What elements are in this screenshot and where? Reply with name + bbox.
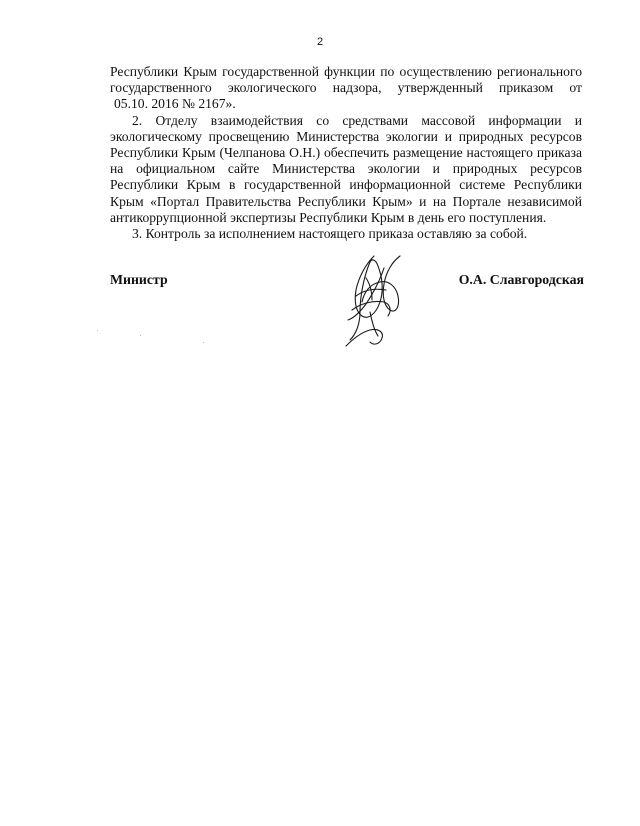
body-line: Крым «Портал Правительства Республики Крым» и на Портале независимой bbox=[110, 193, 582, 209]
order-body-text bbox=[110, 64, 582, 242]
scan-artifact bbox=[140, 335, 141, 336]
body-line: Республики Крым в государственной информационной системе Республики bbox=[110, 177, 582, 193]
page-number: 2 bbox=[316, 36, 324, 48]
body-line: Республики Крым государственной функции по осуществлению регионального bbox=[110, 64, 582, 79]
body-line: государственного экологического надзора, утвержденный приказом от bbox=[110, 80, 582, 96]
signatory-name: О.А. Славгородская bbox=[458, 272, 584, 287]
handwritten-signature bbox=[326, 250, 416, 350]
scan-artifact bbox=[97, 330, 98, 331]
body-line: 3. Контроль за исполнением настоящего приказа оставляю за собой. bbox=[132, 225, 528, 241]
body-line: на официальном сайте Министерства экологии и природных ресурсов bbox=[110, 161, 582, 177]
scan-artifact bbox=[203, 342, 204, 343]
body-line: 05.10. 2016 № 2167». bbox=[114, 96, 236, 112]
body-line: 2. Отделу взаимодействия со средствами массовой информации и bbox=[132, 112, 582, 128]
body-line: антикоррупционной экспертизы Республики Крым в день его поступления. bbox=[110, 209, 547, 225]
body-line: экологическому просвещению Министерства экологии и природных ресурсов bbox=[110, 128, 582, 144]
body-line: Республики Крым (Челпанова О.Н.) обеспечить размещение настоящего приказа bbox=[110, 144, 582, 160]
signatory-title: Министр bbox=[110, 272, 168, 287]
